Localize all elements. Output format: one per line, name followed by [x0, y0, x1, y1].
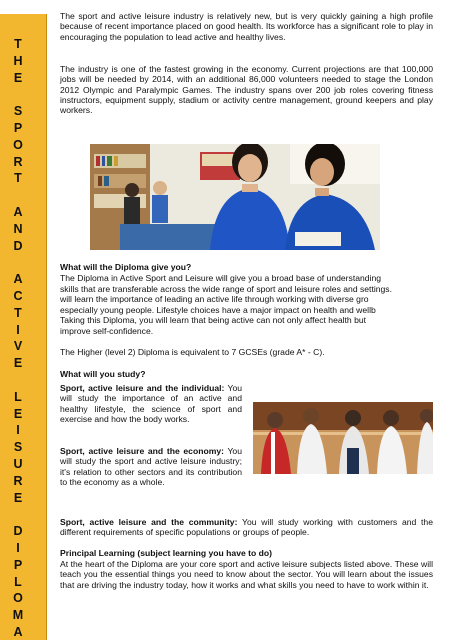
sidebar-title-letter: I — [16, 322, 20, 337]
principal-learning-heading: Principal Learning (subject learning you have to do) — [60, 548, 273, 558]
diploma-body-line: especially young people. Lifestyle choices have a major impact on health and wellb — [60, 304, 376, 315]
higher-diploma-text: The Higher (level 2) Diploma is equivalent to 7 GCSEs (grade A* - C). — [60, 347, 325, 357]
study-item-text: You will study the sport and active leisure industry; it's relation to other sectors and its contribution to the economy as a whole. — [60, 446, 242, 487]
students-gym-photo — [253, 402, 433, 474]
study-item-community — [60, 517, 433, 538]
sidebar-title-letter: E — [13, 490, 23, 505]
study-item-text: You will study the importance of an active and healthy lifestyle, the science of sport and exercise and how the body works. — [60, 383, 243, 424]
sidebar-title-letter: C — [13, 289, 23, 303]
sidebar-title-letter: V — [13, 339, 23, 354]
sidebar-title-letter: A — [13, 625, 23, 639]
sidebar-title-letter: R — [13, 154, 23, 169]
study-heading: What will you study? — [60, 369, 146, 379]
diploma-body-line: will learn the importance of leading an active life through working with diverse gro — [60, 294, 369, 304]
students-gym-illustration — [253, 402, 433, 474]
sidebar-title-letter: T — [14, 37, 22, 51]
sidebar-title-letter: A — [13, 272, 23, 287]
sidebar-title-letter: I — [16, 541, 20, 555]
sidebar-title-letter: D — [13, 524, 23, 539]
study-item-economy — [60, 446, 242, 487]
students-classroom-illustration — [90, 144, 380, 250]
sidebar-title-letter: M — [12, 608, 24, 623]
sidebar-title-letter: P — [13, 557, 23, 572]
diploma-body-line: The Diploma in Active Sport and Leisure will give you a broad base of understanding — [60, 273, 382, 283]
diploma-body-line: skills that are transferable across the wide range of sport and leisure roles and settings. — [60, 283, 392, 294]
sidebar-title-letter: S — [13, 440, 23, 455]
diploma-heading: What will the Diploma give you? — [60, 262, 192, 272]
study-item-title: Sport, active leisure and the individual: — [60, 383, 225, 393]
sidebar-title-letter: I — [16, 423, 20, 438]
study-item-text: You will study working with customers and the different requirements of specific populations or groups of people. — [60, 517, 433, 538]
study-item-title: Sport, active leisure and the community: — [60, 517, 238, 527]
sidebar-title-letter: N — [13, 221, 23, 236]
sidebar-title-letter: D — [13, 238, 23, 253]
diploma-body-line: improve self-confidence. — [60, 325, 154, 336]
principal-learning-text: At the heart of the Diploma are your core sport and active leisure subjects listed above. These will teach you the essential things you need to know about the sector. You will learn about the issues that are driving the industry today, how it works and what skills you need to have to work within it. — [60, 559, 433, 590]
sidebar-title-letter: E — [13, 70, 23, 85]
sidebar-title-letter: P — [13, 121, 23, 135]
diploma-body-line: Taking this Diploma, you will learn that being active can not only affect health but — [60, 315, 367, 325]
sidebar-title-letter: O — [13, 591, 23, 606]
sidebar-title-letter: U — [13, 457, 23, 471]
sidebar-title-letter: E — [13, 356, 23, 371]
sidebar-title-letter: L — [14, 389, 22, 404]
sidebar-title-letter: E — [13, 406, 23, 421]
sidebar-title-letter: T — [14, 305, 22, 320]
title-sidebar — [0, 14, 47, 640]
sidebar-title-letter: T — [14, 171, 22, 186]
sidebar-title-letter: H — [13, 53, 23, 68]
students-classroom-photo — [90, 144, 380, 250]
sidebar-title-letter: A — [13, 205, 23, 219]
study-item-title: Sport, active leisure and the economy: — [60, 446, 224, 456]
sidebar-title-letter: L — [14, 574, 22, 589]
intro-paragraph-2: The industry is one of the fastest growing in the economy. Current projections are that 100,000 jobs will be needed by 2014, with an additional 86,000 volunteers needed to stage the London 2012 Olympic and Paralympic Games. The industry spans over 200 job roles covering fitness instructors, equipment supply, stadium or activity centre management, ground keepers and play workers. — [60, 64, 433, 116]
sidebar-title-letter: O — [13, 137, 23, 152]
intro-paragraph-1: The sport and active leisure industry is relatively new, but is very quickly gaining a high profile because of recent importance placed on good health. Its workforce has a significant role to play in encouraging the population to lead active and healthy lives. — [60, 11, 433, 42]
sidebar-title-letter: S — [13, 104, 23, 119]
study-item-individual — [60, 383, 242, 424]
sidebar-title-letter: R — [13, 473, 23, 488]
